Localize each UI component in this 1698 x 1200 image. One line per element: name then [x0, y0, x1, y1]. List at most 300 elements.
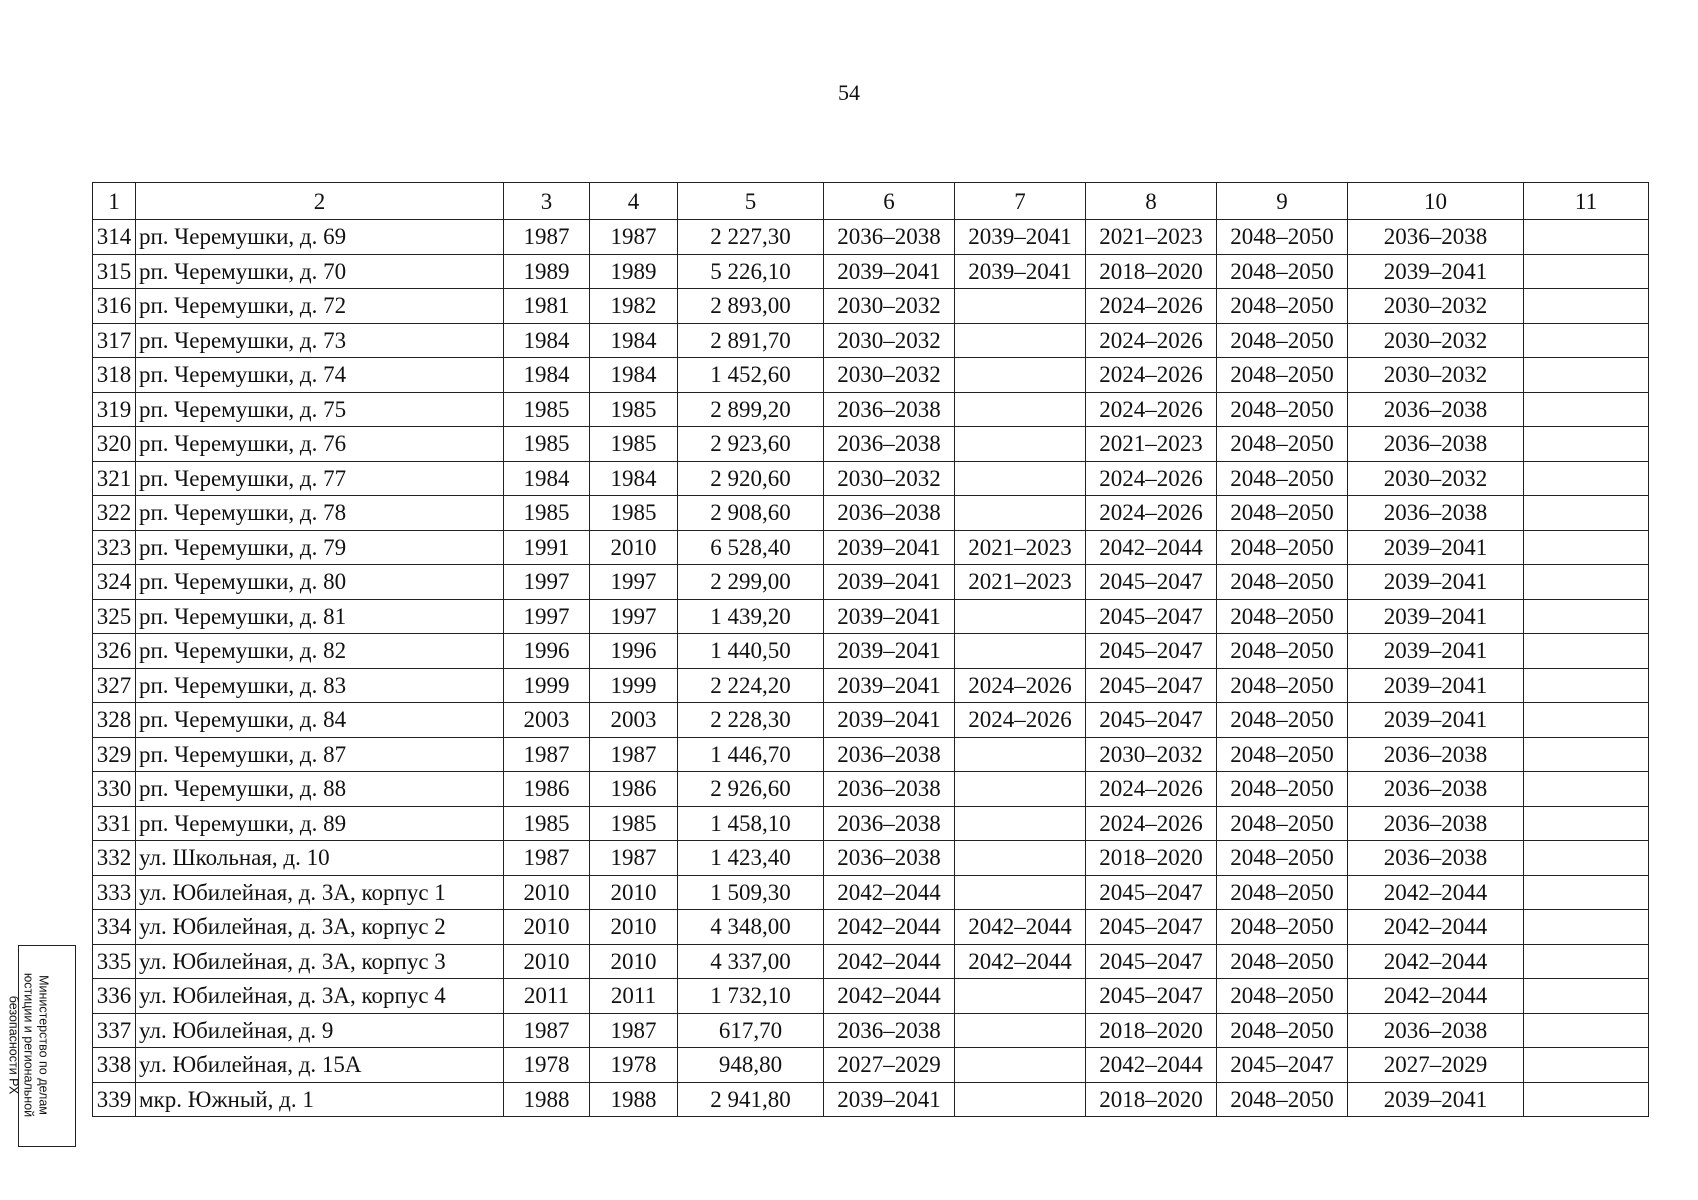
table-row — [93, 875, 1649, 910]
table-cell-col-3: 1985 — [504, 806, 590, 841]
table-cell-col-8: 2024–2026 — [1086, 772, 1217, 807]
table-cell-col-1: 336 — [93, 979, 136, 1014]
table-cell-col-2: рп. Черемушки, д. 87 — [136, 737, 504, 772]
table-cell-col-1: 331 — [93, 806, 136, 841]
table-cell-col-10: 2039–2041 — [1348, 703, 1524, 738]
table-cell-col-11 — [1524, 1013, 1649, 1048]
table-cell-col-10: 2039–2041 — [1348, 634, 1524, 669]
table-cell-col-5: 2 926,60 — [678, 772, 824, 807]
table-cell-col-7 — [955, 1048, 1086, 1083]
table-cell-col-9: 2048–2050 — [1217, 358, 1348, 393]
table-cell-col-7: 2042–2044 — [955, 910, 1086, 945]
table-cell-col-9: 2048–2050 — [1217, 496, 1348, 531]
table-cell-col-4: 2010 — [590, 875, 678, 910]
table-cell-col-3: 1986 — [504, 772, 590, 807]
table-cell-col-8: 2045–2047 — [1086, 875, 1217, 910]
table-cell-col-1: 319 — [93, 392, 136, 427]
table-cell-col-3: 2003 — [504, 703, 590, 738]
table-cell-col-1: 317 — [93, 323, 136, 358]
column-header-11: 11 — [1524, 183, 1649, 220]
table-cell-col-1: 337 — [93, 1013, 136, 1048]
table-cell-col-9: 2048–2050 — [1217, 323, 1348, 358]
table-row — [93, 806, 1649, 841]
table-cell-col-5: 2 893,00 — [678, 289, 824, 324]
table-cell-col-10: 2030–2032 — [1348, 323, 1524, 358]
table-cell-col-2: мкр. Южный, д. 1 — [136, 1082, 504, 1117]
column-header-5: 5 — [678, 183, 824, 220]
table-cell-col-11 — [1524, 806, 1649, 841]
table-cell-col-6: 2036–2038 — [824, 496, 955, 531]
table-cell-col-2: ул. Юбилейная, д. 3А, корпус 1 — [136, 875, 504, 910]
table-cell-col-8: 2018–2020 — [1086, 254, 1217, 289]
table-cell-col-6: 2036–2038 — [824, 1013, 955, 1048]
table-cell-col-6: 2039–2041 — [824, 254, 955, 289]
table-cell-col-7 — [955, 599, 1086, 634]
table-cell-col-3: 2010 — [504, 910, 590, 945]
housing-table — [92, 182, 1649, 1117]
table-row — [93, 634, 1649, 669]
table-cell-col-3: 1981 — [504, 289, 590, 324]
table-cell-col-3: 1984 — [504, 461, 590, 496]
table-cell-col-9: 2048–2050 — [1217, 634, 1348, 669]
table-cell-col-5: 2 891,70 — [678, 323, 824, 358]
table-cell-col-11 — [1524, 772, 1649, 807]
column-header-2: 2 — [136, 183, 504, 220]
table-cell-col-10: 2039–2041 — [1348, 668, 1524, 703]
table-cell-col-9: 2048–2050 — [1217, 703, 1348, 738]
table-cell-col-5: 1 446,70 — [678, 737, 824, 772]
column-header-4: 4 — [590, 183, 678, 220]
table-cell-col-11 — [1524, 737, 1649, 772]
table-cell-col-4: 1987 — [590, 1013, 678, 1048]
table-cell-col-1: 333 — [93, 875, 136, 910]
table-cell-col-1: 330 — [93, 772, 136, 807]
table-cell-col-4: 1985 — [590, 496, 678, 531]
table-cell-col-1: 329 — [93, 737, 136, 772]
table-cell-col-11 — [1524, 289, 1649, 324]
table-cell-col-3: 1985 — [504, 427, 590, 462]
table-cell-col-5: 1 509,30 — [678, 875, 824, 910]
table-cell-col-7 — [955, 841, 1086, 876]
table-cell-col-7 — [955, 461, 1086, 496]
table-cell-col-8: 2018–2020 — [1086, 1013, 1217, 1048]
table-cell-col-2: ул. Юбилейная, д. 3А, корпус 3 — [136, 944, 504, 979]
table-cell-col-1: 323 — [93, 530, 136, 565]
header-row — [93, 183, 1649, 220]
table-cell-col-10: 2036–2038 — [1348, 392, 1524, 427]
table-cell-col-4: 1987 — [590, 737, 678, 772]
table-row — [93, 772, 1649, 807]
table-cell-col-1: 332 — [93, 841, 136, 876]
table-cell-col-6: 2036–2038 — [824, 392, 955, 427]
table-cell-col-4: 1989 — [590, 254, 678, 289]
table-cell-col-4: 1985 — [590, 427, 678, 462]
table-cell-col-1: 316 — [93, 289, 136, 324]
table-cell-col-3: 1999 — [504, 668, 590, 703]
table-cell-col-9: 2048–2050 — [1217, 875, 1348, 910]
table-row — [93, 392, 1649, 427]
table-cell-col-10: 2039–2041 — [1348, 530, 1524, 565]
table-cell-col-2: рп. Черемушки, д. 88 — [136, 772, 504, 807]
table-cell-col-7 — [955, 806, 1086, 841]
table-row — [93, 737, 1649, 772]
table-cell-col-10: 2039–2041 — [1348, 1082, 1524, 1117]
table-cell-col-5: 5 226,10 — [678, 254, 824, 289]
table-cell-col-9: 2048–2050 — [1217, 254, 1348, 289]
table-cell-col-7 — [955, 1082, 1086, 1117]
table-cell-col-4: 2010 — [590, 530, 678, 565]
table-cell-col-9: 2048–2050 — [1217, 910, 1348, 945]
table-cell-col-8: 2024–2026 — [1086, 358, 1217, 393]
table-cell-col-2: рп. Черемушки, д. 70 — [136, 254, 504, 289]
table-cell-col-9: 2048–2050 — [1217, 944, 1348, 979]
table-cell-col-9: 2048–2050 — [1217, 1082, 1348, 1117]
table-cell-col-1: 321 — [93, 461, 136, 496]
table-cell-col-8: 2045–2047 — [1086, 979, 1217, 1014]
table-cell-col-4: 2010 — [590, 910, 678, 945]
table-cell-col-5: 2 908,60 — [678, 496, 824, 531]
table-cell-col-3: 1988 — [504, 1082, 590, 1117]
table-cell-col-5: 948,80 — [678, 1048, 824, 1083]
table-cell-col-5: 1 440,50 — [678, 634, 824, 669]
table-cell-col-7 — [955, 772, 1086, 807]
table-cell-col-8: 2045–2047 — [1086, 910, 1217, 945]
table-cell-col-8: 2042–2044 — [1086, 530, 1217, 565]
table-cell-col-5: 2 920,60 — [678, 461, 824, 496]
table-cell-col-2: рп. Черемушки, д. 80 — [136, 565, 504, 600]
table-cell-col-1: 326 — [93, 634, 136, 669]
table-cell-col-4: 1984 — [590, 323, 678, 358]
table-cell-col-10: 2036–2038 — [1348, 496, 1524, 531]
table-cell-col-10: 2039–2041 — [1348, 565, 1524, 600]
table-cell-col-2: рп. Черемушки, д. 74 — [136, 358, 504, 393]
table-cell-col-6: 2027–2029 — [824, 1048, 955, 1083]
table-cell-col-3: 1978 — [504, 1048, 590, 1083]
table-cell-col-1: 320 — [93, 427, 136, 462]
table-cell-col-9: 2048–2050 — [1217, 737, 1348, 772]
table-cell-col-11 — [1524, 634, 1649, 669]
table-cell-col-2: рп. Черемушки, д. 69 — [136, 220, 504, 255]
table-row — [93, 427, 1649, 462]
table-cell-col-2: ул. Юбилейная, д. 3А, корпус 2 — [136, 910, 504, 945]
table-cell-col-6: 2039–2041 — [824, 1082, 955, 1117]
table-cell-col-4: 1997 — [590, 565, 678, 600]
table-cell-col-9: 2045–2047 — [1217, 1048, 1348, 1083]
table-cell-col-5: 2 899,20 — [678, 392, 824, 427]
table-cell-col-3: 2011 — [504, 979, 590, 1014]
table-cell-col-8: 2045–2047 — [1086, 944, 1217, 979]
table-cell-col-11 — [1524, 1048, 1649, 1083]
table-row — [93, 599, 1649, 634]
table-cell-col-3: 1996 — [504, 634, 590, 669]
table-cell-col-2: рп. Черемушки, д. 73 — [136, 323, 504, 358]
table-cell-col-10: 2042–2044 — [1348, 944, 1524, 979]
table-row — [93, 461, 1649, 496]
table-cell-col-9: 2048–2050 — [1217, 427, 1348, 462]
table-row — [93, 496, 1649, 531]
table-cell-col-3: 1985 — [504, 392, 590, 427]
table-cell-col-9: 2048–2050 — [1217, 530, 1348, 565]
table-cell-col-10: 2042–2044 — [1348, 875, 1524, 910]
table-cell-col-10: 2036–2038 — [1348, 1013, 1524, 1048]
table-row — [93, 289, 1649, 324]
table-cell-col-6: 2030–2032 — [824, 358, 955, 393]
column-header-3: 3 — [504, 183, 590, 220]
stamp-line: юстиции и региональной — [21, 972, 36, 1118]
table-cell-col-1: 325 — [93, 599, 136, 634]
table-cell-col-6: 2036–2038 — [824, 772, 955, 807]
table-cell-col-11 — [1524, 323, 1649, 358]
table-cell-col-5: 4 337,00 — [678, 944, 824, 979]
table-body — [93, 220, 1649, 1117]
table-cell-col-9: 2048–2050 — [1217, 461, 1348, 496]
table-cell-col-3: 1989 — [504, 254, 590, 289]
table-row — [93, 1013, 1649, 1048]
table-cell-col-11 — [1524, 944, 1649, 979]
table-cell-col-4: 1988 — [590, 1082, 678, 1117]
table-cell-col-10: 2042–2044 — [1348, 979, 1524, 1014]
table-cell-col-10: 2030–2032 — [1348, 358, 1524, 393]
table-cell-col-6: 2036–2038 — [824, 220, 955, 255]
table-cell-col-10: 2036–2038 — [1348, 806, 1524, 841]
table-cell-col-2: рп. Черемушки, д. 79 — [136, 530, 504, 565]
table-cell-col-4: 1997 — [590, 599, 678, 634]
table-cell-col-8: 2024–2026 — [1086, 461, 1217, 496]
table-cell-col-11 — [1524, 668, 1649, 703]
table-row — [93, 944, 1649, 979]
stamp-line: Министерство по делам — [36, 975, 51, 1115]
table-cell-col-10: 2036–2038 — [1348, 737, 1524, 772]
table-cell-col-10: 2039–2041 — [1348, 599, 1524, 634]
table-cell-col-8: 2024–2026 — [1086, 323, 1217, 358]
table-cell-col-4: 1987 — [590, 220, 678, 255]
table-cell-col-7 — [955, 634, 1086, 669]
table-cell-col-6: 2039–2041 — [824, 565, 955, 600]
table-row — [93, 668, 1649, 703]
table-cell-col-5: 1 732,10 — [678, 979, 824, 1014]
table-cell-col-6: 2030–2032 — [824, 461, 955, 496]
table-cell-col-8: 2024–2026 — [1086, 496, 1217, 531]
table-cell-col-9: 2048–2050 — [1217, 1013, 1348, 1048]
table-cell-col-11 — [1524, 599, 1649, 634]
table-cell-col-8: 2024–2026 — [1086, 392, 1217, 427]
table-cell-col-11 — [1524, 1082, 1649, 1117]
table-cell-col-1: 327 — [93, 668, 136, 703]
table-cell-col-11 — [1524, 392, 1649, 427]
table-cell-col-9: 2048–2050 — [1217, 668, 1348, 703]
table-cell-col-8: 2045–2047 — [1086, 565, 1217, 600]
table-cell-col-5: 2 227,30 — [678, 220, 824, 255]
table-cell-col-10: 2030–2032 — [1348, 461, 1524, 496]
table-cell-col-8: 2024–2026 — [1086, 806, 1217, 841]
column-header-1: 1 — [93, 183, 136, 220]
table-cell-col-7: 2024–2026 — [955, 703, 1086, 738]
table-cell-col-3: 1984 — [504, 358, 590, 393]
table-cell-col-4: 1996 — [590, 634, 678, 669]
table-cell-col-8: 2042–2044 — [1086, 1048, 1217, 1083]
table-cell-col-10: 2039–2041 — [1348, 254, 1524, 289]
table-cell-col-11 — [1524, 979, 1649, 1014]
table-cell-col-1: 324 — [93, 565, 136, 600]
table-cell-col-7 — [955, 875, 1086, 910]
table-cell-col-5: 1 423,40 — [678, 841, 824, 876]
table-row — [93, 703, 1649, 738]
table-cell-col-2: рп. Черемушки, д. 89 — [136, 806, 504, 841]
column-header-8: 8 — [1086, 183, 1217, 220]
table-cell-col-7: 2039–2041 — [955, 254, 1086, 289]
table-cell-col-8: 2045–2047 — [1086, 703, 1217, 738]
table-cell-col-9: 2048–2050 — [1217, 841, 1348, 876]
table-cell-col-6: 2036–2038 — [824, 841, 955, 876]
table-cell-col-11 — [1524, 875, 1649, 910]
table-cell-col-1: 338 — [93, 1048, 136, 1083]
table-cell-col-6: 2039–2041 — [824, 599, 955, 634]
table-cell-col-4: 1987 — [590, 841, 678, 876]
table-cell-col-5: 2 941,80 — [678, 1082, 824, 1117]
stamp-line: безопасности РХ — [6, 995, 21, 1095]
table-cell-col-2: ул. Юбилейная, д. 15А — [136, 1048, 504, 1083]
table-cell-col-6: 2042–2044 — [824, 875, 955, 910]
table-cell-col-2: ул. Юбилейная, д. 9 — [136, 1013, 504, 1048]
column-header-7: 7 — [955, 183, 1086, 220]
table-cell-col-10: 2036–2038 — [1348, 772, 1524, 807]
table-cell-col-9: 2048–2050 — [1217, 806, 1348, 841]
table-cell-col-3: 1984 — [504, 323, 590, 358]
table-cell-col-1: 339 — [93, 1082, 136, 1117]
table-cell-col-11 — [1524, 427, 1649, 462]
table-cell-col-8: 2045–2047 — [1086, 634, 1217, 669]
table-cell-col-2: рп. Черемушки, д. 81 — [136, 599, 504, 634]
table-cell-col-7 — [955, 1013, 1086, 1048]
table-cell-col-5: 2 228,30 — [678, 703, 824, 738]
table-cell-col-6: 2042–2044 — [824, 979, 955, 1014]
table-row — [93, 254, 1649, 289]
table-cell-col-11 — [1524, 461, 1649, 496]
table-cell-col-9: 2048–2050 — [1217, 392, 1348, 427]
table-cell-col-10: 2027–2029 — [1348, 1048, 1524, 1083]
table-cell-col-8: 2021–2023 — [1086, 220, 1217, 255]
table-cell-col-4: 1986 — [590, 772, 678, 807]
table-cell-col-9: 2048–2050 — [1217, 220, 1348, 255]
column-header-9: 9 — [1217, 183, 1348, 220]
table-cell-col-8: 2018–2020 — [1086, 1082, 1217, 1117]
table-cell-col-11 — [1524, 220, 1649, 255]
table-cell-col-6: 2039–2041 — [824, 703, 955, 738]
table-cell-col-7: 2024–2026 — [955, 668, 1086, 703]
table-cell-col-5: 1 458,10 — [678, 806, 824, 841]
table-cell-col-2: рп. Черемушки, д. 78 — [136, 496, 504, 531]
table-cell-col-7 — [955, 496, 1086, 531]
table-cell-col-5: 2 224,20 — [678, 668, 824, 703]
table-row — [93, 1082, 1649, 1117]
table-cell-col-2: рп. Черемушки, д. 82 — [136, 634, 504, 669]
table-cell-col-3: 1991 — [504, 530, 590, 565]
table-cell-col-4: 2011 — [590, 979, 678, 1014]
table-cell-col-10: 2030–2032 — [1348, 289, 1524, 324]
table-cell-col-7: 2039–2041 — [955, 220, 1086, 255]
table-cell-col-6: 2039–2041 — [824, 634, 955, 669]
table-cell-col-3: 1985 — [504, 496, 590, 531]
table-cell-col-4: 2010 — [590, 944, 678, 979]
table-cell-col-5: 2 923,60 — [678, 427, 824, 462]
table-cell-col-3: 1987 — [504, 737, 590, 772]
table-row — [93, 841, 1649, 876]
table-cell-col-7 — [955, 427, 1086, 462]
table-row — [93, 910, 1649, 945]
table-cell-col-11 — [1524, 910, 1649, 945]
table-cell-col-6: 2036–2038 — [824, 806, 955, 841]
table-cell-col-4: 2003 — [590, 703, 678, 738]
table-cell-col-5: 2 299,00 — [678, 565, 824, 600]
table-cell-col-10: 2036–2038 — [1348, 220, 1524, 255]
table-cell-col-9: 2048–2050 — [1217, 772, 1348, 807]
table-cell-col-10: 2036–2038 — [1348, 427, 1524, 462]
table-cell-col-2: рп. Черемушки, д. 77 — [136, 461, 504, 496]
table-cell-col-1: 335 — [93, 944, 136, 979]
table-cell-col-1: 315 — [93, 254, 136, 289]
table-cell-col-7: 2021–2023 — [955, 565, 1086, 600]
table-cell-col-4: 1984 — [590, 358, 678, 393]
table-cell-col-8: 2021–2023 — [1086, 427, 1217, 462]
table-cell-col-9: 2048–2050 — [1217, 599, 1348, 634]
table-cell-col-3: 1997 — [504, 565, 590, 600]
table-cell-col-2: ул. Школьная, д. 10 — [136, 841, 504, 876]
table-cell-col-7 — [955, 289, 1086, 324]
table-cell-col-7 — [955, 358, 1086, 393]
table-cell-col-4: 1982 — [590, 289, 678, 324]
ministry-stamp-text — [6, 945, 51, 1145]
table-row — [93, 1048, 1649, 1083]
table-cell-col-5: 1 452,60 — [678, 358, 824, 393]
table-cell-col-5: 617,70 — [678, 1013, 824, 1048]
table-cell-col-11 — [1524, 496, 1649, 531]
table-row — [93, 220, 1649, 255]
table-cell-col-6: 2036–2038 — [824, 737, 955, 772]
table-cell-col-6: 2030–2032 — [824, 323, 955, 358]
table-cell-col-2: рп. Черемушки, д. 83 — [136, 668, 504, 703]
table-cell-col-2: рп. Черемушки, д. 75 — [136, 392, 504, 427]
table-row — [93, 530, 1649, 565]
table-cell-col-7 — [955, 392, 1086, 427]
table-cell-col-6: 2042–2044 — [824, 910, 955, 945]
table-cell-col-1: 314 — [93, 220, 136, 255]
table-cell-col-11 — [1524, 358, 1649, 393]
table-cell-col-3: 1987 — [504, 220, 590, 255]
table-cell-col-9: 2048–2050 — [1217, 289, 1348, 324]
table-cell-col-8: 2030–2032 — [1086, 737, 1217, 772]
table-cell-col-6: 2036–2038 — [824, 427, 955, 462]
table-cell-col-3: 2010 — [504, 944, 590, 979]
table-cell-col-2: рп. Черемушки, д. 84 — [136, 703, 504, 738]
table-cell-col-10: 2042–2044 — [1348, 910, 1524, 945]
table-cell-col-11 — [1524, 703, 1649, 738]
column-header-6: 6 — [824, 183, 955, 220]
page-number: 54 — [838, 80, 860, 105]
table-cell-col-5: 4 348,00 — [678, 910, 824, 945]
table-cell-col-3: 1987 — [504, 841, 590, 876]
table-row — [93, 565, 1649, 600]
table-cell-col-2: рп. Черемушки, д. 76 — [136, 427, 504, 462]
table-cell-col-8: 2045–2047 — [1086, 668, 1217, 703]
table-row — [93, 323, 1649, 358]
table-cell-col-9: 2048–2050 — [1217, 979, 1348, 1014]
table-cell-col-11 — [1524, 565, 1649, 600]
table-cell-col-8: 2024–2026 — [1086, 289, 1217, 324]
table-cell-col-11 — [1524, 530, 1649, 565]
table-cell-col-3: 2010 — [504, 875, 590, 910]
table-cell-col-6: 2039–2041 — [824, 530, 955, 565]
table-cell-col-8: 2045–2047 — [1086, 599, 1217, 634]
